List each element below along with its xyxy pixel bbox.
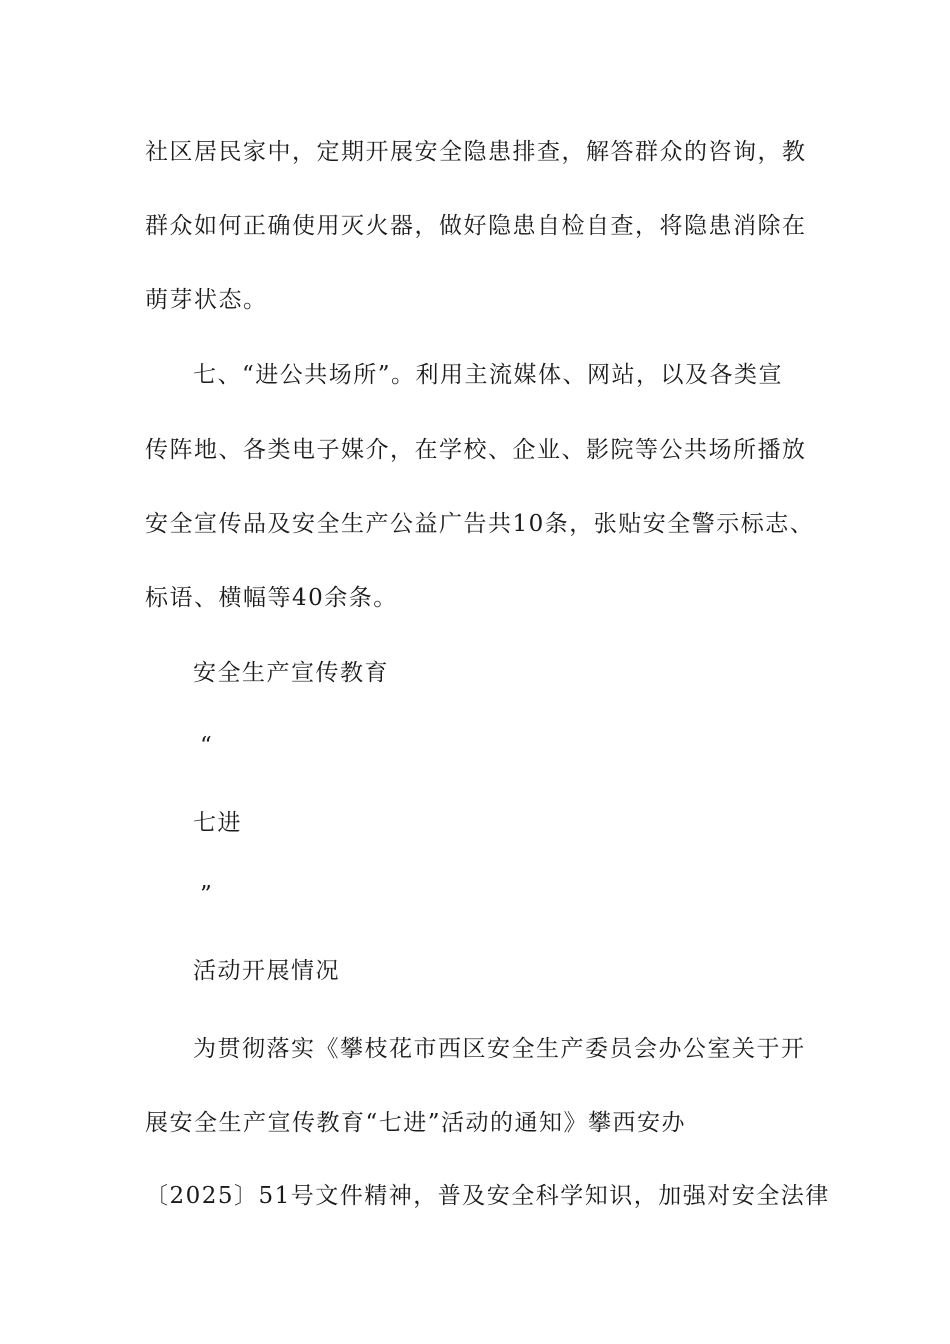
paragraph-line: 群众如何正确使用灭火器，做好隐患自检自查，将隐患消除在 <box>145 213 807 239</box>
paragraph-line: 〔2025〕51号文件精神，普及安全科学知识，加强对安全法律 <box>145 1183 830 1209</box>
paragraph-line: 展安全生产宣传教育“七进”活动的通知》攀西安办 <box>145 1110 687 1136</box>
heading-line: 活动开展情况 <box>193 958 340 984</box>
paragraph-line: 社区居民家中，定期开展安全隐患排查，解答群众的咨询，教 <box>145 139 807 165</box>
heading-line: 七进 <box>193 810 242 836</box>
heading-quote-open: “ <box>200 733 214 759</box>
paragraph-line: 萌芽状态。 <box>145 287 268 313</box>
paragraph-line: 标语、横幅等40余条。 <box>145 585 398 611</box>
paragraph-line: 传阵地、各类电子媒介，在学校、企业、影院等公共场所播放 <box>145 437 807 463</box>
paragraph-line: 为贯彻落实《攀枝花市西区安全生产委员会办公室关于开 <box>193 1036 806 1062</box>
paragraph-line: 七、“进公共场所”。利用主流媒体、网站，以及各类宣 <box>193 362 784 388</box>
heading-line: 安全生产宣传教育 <box>193 660 389 686</box>
heading-quote-close: ” <box>200 882 214 908</box>
paragraph-line: 安全宣传品及安全生产公益广告共10条，张贴安全警示标志、 <box>145 511 815 537</box>
